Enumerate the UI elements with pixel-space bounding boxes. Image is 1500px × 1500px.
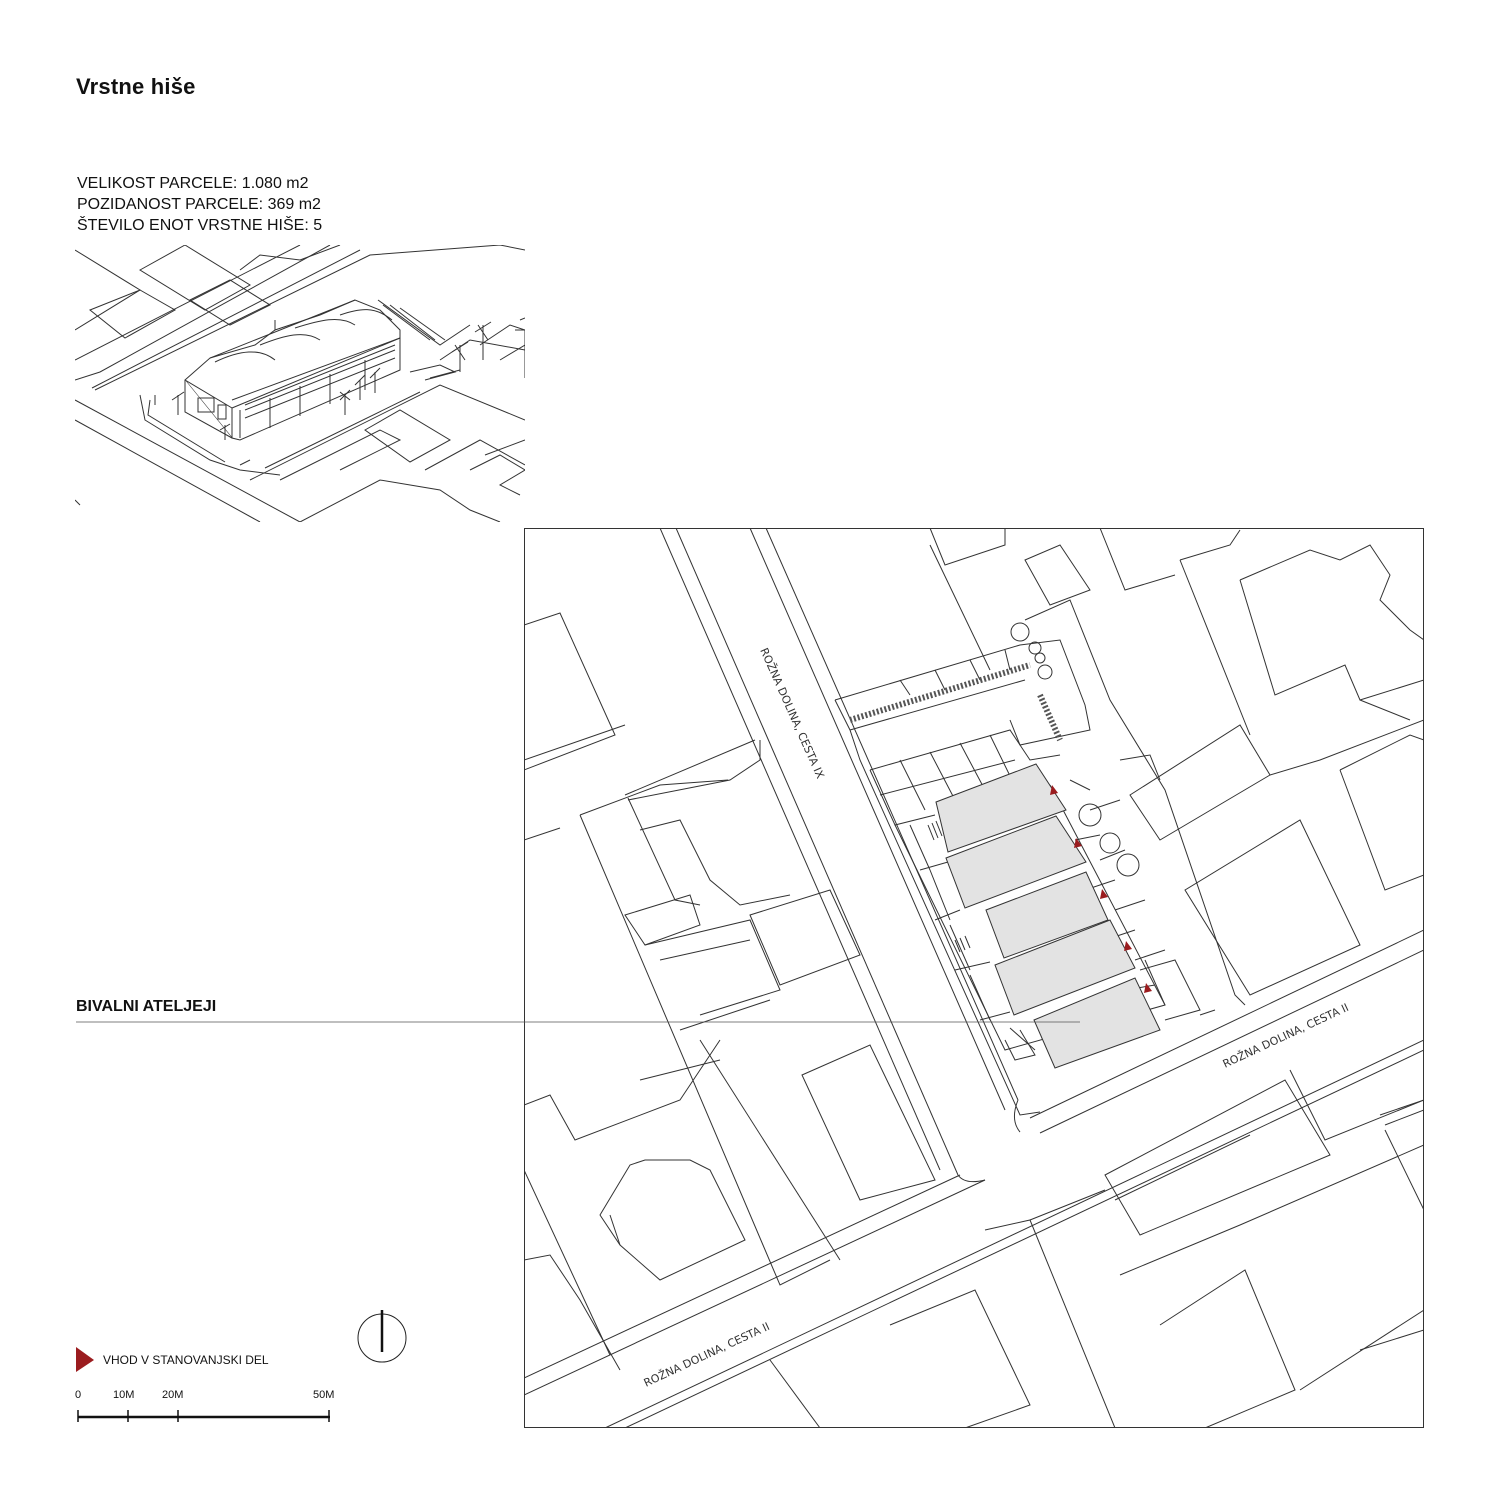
terrace-units — [936, 764, 1160, 1068]
street-label-cesta-ii-lower: ROŽNA DOLINA, CESTA II — [641, 1319, 772, 1390]
parcel-size-text: VELIKOST PARCELE: 1.080 m2 — [77, 175, 309, 192]
site-plan — [524, 528, 1424, 1428]
scale-label-50m: 50M — [313, 1389, 335, 1401]
callout-label: BIVALNI ATELJEJI — [76, 998, 217, 1015]
scale-label-0: 0 — [75, 1389, 82, 1401]
legend-entrance-marker — [76, 1347, 94, 1372]
street-label-cesta-ii-upper: ROŽNA DOLINA, CESTA II — [1220, 1000, 1351, 1071]
page-title: Vrstne hiše — [76, 74, 196, 99]
street-label-cesta-ix: ROŽNA DOLINA, CESTA IX — [757, 645, 827, 781]
entrance-marker-5 — [1144, 983, 1152, 993]
north-arrow-icon — [358, 1310, 406, 1362]
legend-entrance-label: VHOD V STANOVANJSKI DEL — [103, 1353, 269, 1367]
parcel-built-area-text: POZIDANOST PARCELE: 369 m2 — [77, 196, 321, 213]
entrance-marker-4 — [1124, 941, 1132, 951]
site-plan-frame — [525, 529, 1424, 1428]
axonometric-view — [75, 245, 525, 522]
scale-label-20m: 20M — [162, 1389, 184, 1401]
unit-count-text: ŠTEVILO ENOT VRSTNE HIŠE: 5 — [77, 217, 323, 234]
scale-bar — [78, 1410, 330, 1422]
scale-label-10m: 10M — [113, 1389, 135, 1401]
